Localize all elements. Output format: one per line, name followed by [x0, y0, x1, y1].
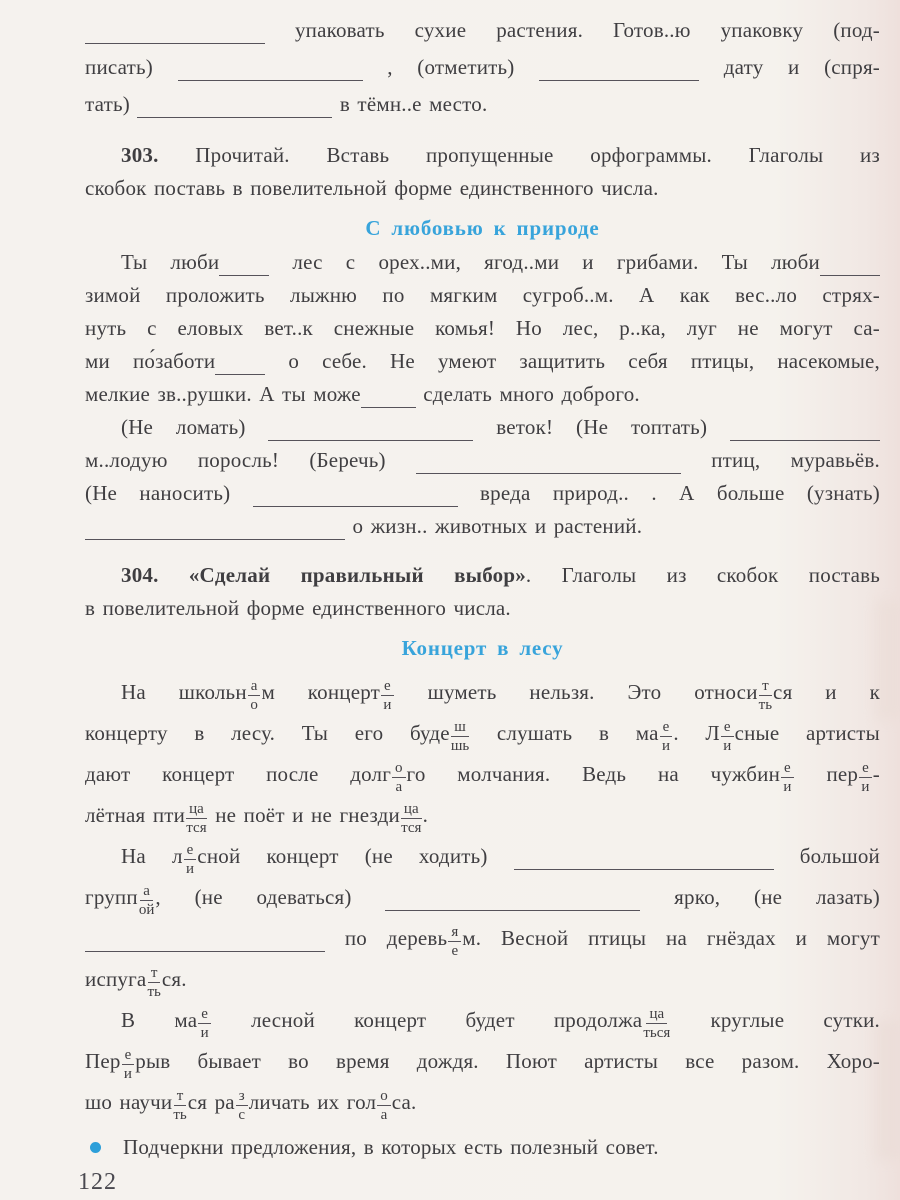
- section-gap: [85, 543, 880, 559]
- fill-in-blank: [361, 396, 416, 408]
- fill-in-blank: [253, 495, 458, 507]
- choice-bottom: а: [380, 1106, 388, 1123]
- choice-fraction: [451, 719, 469, 754]
- text-run: зимой проложить лыжню по мягким сугроб..м. А как вес..ло стрях-: [85, 283, 880, 307]
- choice-bottom: ть: [173, 1106, 187, 1123]
- text-run: ся и к: [773, 680, 880, 704]
- text-run: испуга: [85, 967, 147, 991]
- fill-in-blank: [416, 462, 681, 474]
- choice-bottom: ть: [147, 983, 161, 1000]
- text-run: На школьн: [121, 680, 247, 704]
- choice-bottom: и: [661, 737, 670, 754]
- text-line: [85, 477, 880, 510]
- choice-top: ца: [646, 1006, 667, 1024]
- text-run: рыв бывает во время дождя. Поют артисты все разом. Хоро-: [135, 1049, 880, 1073]
- text-run: На л: [121, 844, 183, 868]
- choice-fraction: [660, 719, 673, 754]
- exercise-303-text: [85, 246, 880, 543]
- choice-top: а: [248, 678, 261, 696]
- choice-top: ш: [451, 719, 469, 737]
- text-run: ся.: [161, 967, 187, 991]
- text-run: ми по́заботи: [85, 349, 216, 373]
- text-run: писать): [85, 55, 178, 79]
- text-line: [85, 713, 880, 754]
- text-run: не поёт и не гнезди: [207, 803, 400, 827]
- text-line: [85, 1082, 880, 1123]
- text-run: го молчания. Ведь на чужбин: [406, 762, 781, 786]
- text-run: Прочитай. Вставь пропущенные орфограммы. Глаголы из: [158, 143, 880, 167]
- choice-top: з: [236, 1088, 248, 1106]
- choice-top: я: [448, 924, 461, 942]
- exercise-303-instruction: [85, 139, 880, 205]
- choice-top: т: [174, 1088, 187, 1106]
- exercise-304-text: [85, 672, 880, 1123]
- choice-fraction: [377, 1088, 391, 1123]
- text-run: Ты люби: [121, 250, 220, 274]
- text-line: [85, 86, 880, 123]
- choice-top: е: [184, 842, 197, 860]
- text-run: сделать много доброго.: [415, 382, 640, 406]
- choice-top: ца: [186, 801, 207, 819]
- text-run: . Л: [673, 721, 720, 745]
- text-line: [85, 672, 880, 713]
- fill-in-blank: [539, 69, 699, 81]
- choice-top: ца: [401, 801, 422, 819]
- choice-fraction: [643, 1006, 670, 1041]
- text-run: шуметь нельзя. Это относи: [394, 680, 758, 704]
- choice-bottom: с: [238, 1106, 246, 1123]
- choice-bottom: а: [395, 778, 403, 795]
- text-run: лётная пти: [85, 803, 186, 827]
- choice-fraction: [122, 1047, 135, 1082]
- exercise-303-title: С любовью к природе: [365, 216, 600, 240]
- choice-bottom: ть: [758, 696, 773, 713]
- fill-in-blank: [820, 264, 880, 276]
- text-line: [85, 877, 880, 918]
- text-line: [85, 12, 880, 49]
- exercise-304-title: Концерт в лесу: [401, 636, 564, 660]
- text-run: птиц, муравьёв.: [680, 448, 880, 472]
- text-run: сные артисты: [734, 721, 880, 745]
- choice-bottom: и: [123, 1065, 132, 1082]
- choice-fraction: [721, 719, 734, 754]
- text-run: (Не наносить): [85, 481, 253, 505]
- choice-top: т: [759, 678, 772, 696]
- choice-bottom: о: [250, 696, 258, 713]
- text-line: [85, 1041, 880, 1082]
- choice-fraction: [198, 1006, 211, 1041]
- continuation-passage: [85, 12, 880, 123]
- task-bullet-row: [85, 1132, 880, 1162]
- text-line: [85, 172, 880, 205]
- text-run: дают концерт после долг: [85, 762, 392, 786]
- text-run: по деревь: [325, 926, 448, 950]
- choice-top: е: [721, 719, 734, 737]
- choice-top: а: [140, 883, 153, 901]
- text-run: (Не ломать): [121, 415, 269, 439]
- choice-fraction: [186, 801, 207, 836]
- text-line: [85, 959, 880, 1000]
- choice-top: е: [122, 1047, 135, 1065]
- fill-in-blank: [178, 69, 363, 81]
- choice-fraction: [448, 924, 461, 959]
- choice-bottom: тся: [186, 819, 207, 836]
- text-run: шо научи: [85, 1090, 173, 1114]
- choice-bottom: и: [861, 778, 870, 795]
- text-run: мелкие зв..рушки. А ты може: [85, 382, 361, 406]
- text-run: о жизн.. животных и растений.: [345, 514, 643, 538]
- choice-fraction: [139, 883, 155, 918]
- text-line: [85, 411, 880, 444]
- choice-top: е: [198, 1006, 211, 1024]
- page-number: 122: [78, 1169, 117, 1195]
- choice-top: е: [859, 760, 872, 778]
- choice-fraction: [147, 965, 160, 1000]
- bold-text-run: 304. «Сделай правильный выбор»: [121, 563, 526, 587]
- text-run: о себе. Не умеют защитить себя птицы, насекомые,: [265, 349, 880, 373]
- exercise-304-instruction: [85, 559, 880, 625]
- text-line: [85, 510, 880, 543]
- choice-top: е: [381, 678, 394, 696]
- text-line: [85, 139, 880, 172]
- text-run: дату и (спря-: [699, 55, 880, 79]
- choice-fraction: [248, 678, 261, 713]
- text-run: скобок поставь в повелительной форме единственного числа.: [85, 176, 659, 200]
- text-line: [85, 754, 880, 795]
- text-run: сной концерт (не ходить): [197, 844, 514, 868]
- text-run: вреда природ.. . А больше (узнать): [457, 481, 880, 505]
- text-run: са.: [391, 1090, 417, 1114]
- choice-fraction: [781, 760, 794, 795]
- choice-bottom: и: [383, 696, 392, 713]
- choice-fraction: [859, 760, 872, 795]
- text-run: м. Весной птицы на гнёздах и могут: [462, 926, 880, 950]
- text-run: ся ра: [187, 1090, 235, 1114]
- text-run: м концерт: [261, 680, 381, 704]
- text-line: [85, 795, 880, 836]
- choice-top: т: [148, 965, 161, 983]
- text-run: Пер: [85, 1049, 121, 1073]
- text-line: [85, 592, 880, 625]
- choice-fraction: [401, 801, 422, 836]
- choice-bottom: е: [451, 942, 459, 959]
- text-run: -: [872, 762, 880, 786]
- choice-top: е: [660, 719, 673, 737]
- choice-fraction: [392, 760, 406, 795]
- text-run: слушать в ма: [470, 721, 659, 745]
- text-line: [85, 378, 880, 411]
- fill-in-blank: [137, 106, 332, 118]
- text-line: [85, 345, 880, 378]
- text-run: концерту в лесу. Ты его буде: [85, 721, 450, 745]
- fill-in-blank: [215, 363, 265, 375]
- text-run: лес с орех..ми, ягод..ми и грибами. Ты люби: [269, 250, 820, 274]
- choice-top: е: [781, 760, 794, 778]
- text-run: .: [422, 803, 429, 827]
- text-line: [85, 836, 880, 877]
- choice-bottom: шь: [450, 737, 470, 754]
- fill-in-blank: [730, 429, 880, 441]
- fill-in-blank: [268, 429, 473, 441]
- text-run: . Глаголы из скобок поставь: [525, 563, 880, 587]
- choice-fraction: [381, 678, 394, 713]
- text-line: [85, 1000, 880, 1041]
- text-line: [85, 246, 880, 279]
- fill-in-blank: [385, 899, 640, 911]
- text-run: нуть с еловых вет..к снежные комья! Но лес, р..ка, луг не могут са-: [85, 316, 880, 340]
- text-run: в повелительной форме единственного числа.: [85, 596, 511, 620]
- text-run: м..лодую поросль! (Беречь): [85, 448, 416, 472]
- text-run: личать их гол: [248, 1090, 377, 1114]
- bold-text-run: 303.: [121, 143, 159, 167]
- choice-top: о: [377, 1088, 391, 1106]
- text-line: [85, 444, 880, 477]
- text-run: , (отметить): [362, 55, 540, 79]
- fill-in-blank: [85, 528, 345, 540]
- text-run: , (не одеваться): [155, 885, 386, 909]
- choice-bottom: ой: [138, 901, 155, 918]
- text-run: большой: [773, 844, 880, 868]
- text-run: круглые сутки.: [671, 1008, 880, 1032]
- text-run: веток! (Не топтать): [473, 415, 730, 439]
- fill-in-blank: [219, 264, 269, 276]
- fill-in-blank: [85, 32, 265, 44]
- text-run: В ма: [121, 1008, 198, 1032]
- section-gap: [85, 123, 880, 139]
- text-line: [85, 918, 880, 959]
- text-run: тать): [85, 92, 138, 116]
- text-run: групп: [85, 885, 138, 909]
- text-run: лесной концерт будет продолжа: [211, 1008, 643, 1032]
- text-line: [85, 279, 880, 312]
- text-run: в тёмн..е место.: [332, 92, 488, 116]
- text-run: упаковать сухие растения. Готов..ю упаковку (под-: [265, 18, 880, 42]
- choice-fraction: [236, 1088, 248, 1123]
- choice-bottom: и: [783, 778, 792, 795]
- choice-top: о: [392, 760, 406, 778]
- fill-in-blank: [85, 940, 325, 952]
- text-run: ярко, (не лазать): [640, 885, 880, 909]
- choice-fraction: [759, 678, 772, 713]
- choice-bottom: тся: [401, 819, 422, 836]
- text-run: пер: [794, 762, 859, 786]
- choice-bottom: и: [723, 737, 732, 754]
- choice-fraction: [184, 842, 197, 877]
- choice-bottom: ться: [643, 1024, 671, 1041]
- choice-bottom: и: [200, 1024, 209, 1041]
- fill-in-blank: [514, 858, 774, 870]
- text-line: [85, 49, 880, 86]
- bullet-dot-icon: [90, 1142, 101, 1153]
- choice-fraction: [173, 1088, 186, 1123]
- choice-bottom: и: [185, 860, 194, 877]
- text-line: [85, 312, 880, 345]
- task-bullet-text: Подчеркни предложения, в которых есть полезный совет.: [123, 1135, 659, 1159]
- text-line: [85, 559, 880, 592]
